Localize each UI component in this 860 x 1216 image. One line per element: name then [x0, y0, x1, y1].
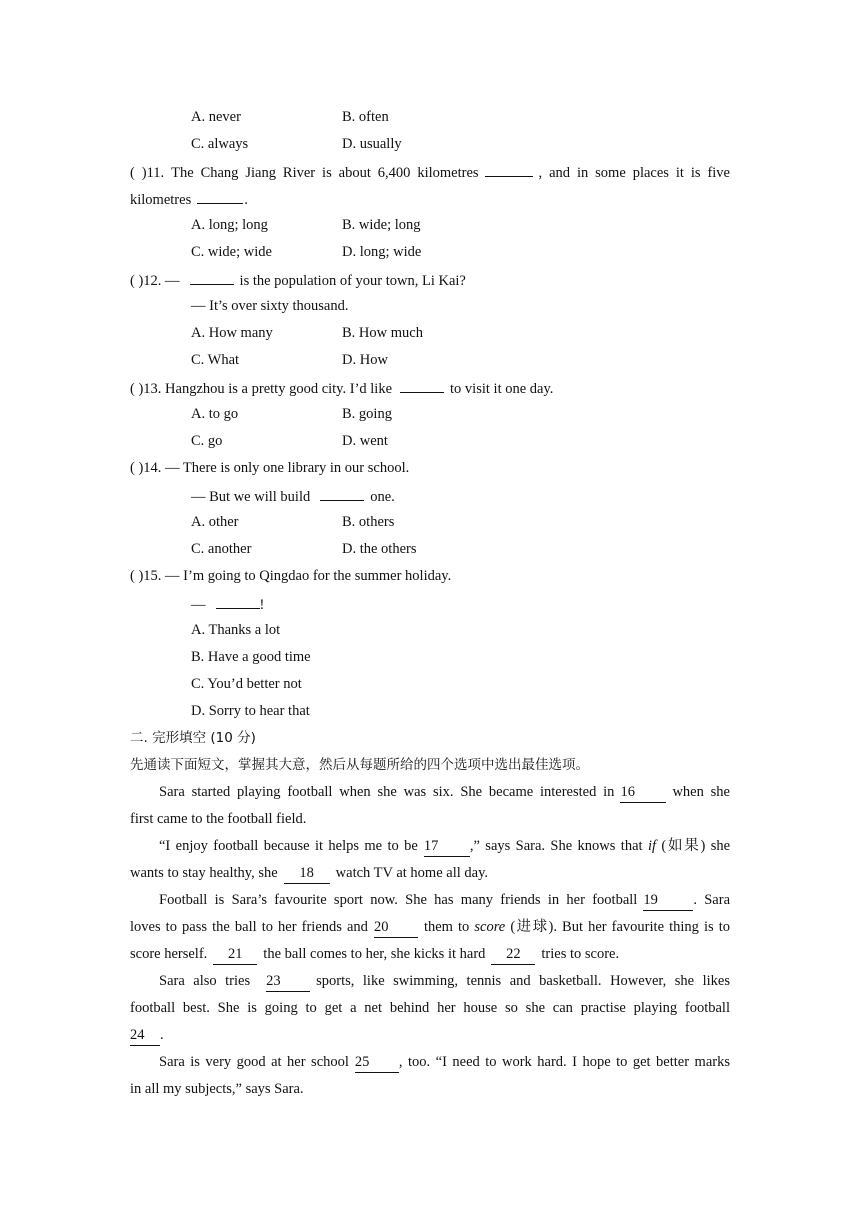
- p4-text: Sara also tries: [159, 973, 251, 989]
- q13-option-c: C. go: [191, 433, 223, 449]
- passage-p3-line-2: [130, 914, 730, 941]
- q15-reply: [130, 590, 730, 617]
- passage-p4-line-1: [130, 968, 730, 995]
- blank-18[interactable]: 18: [284, 864, 330, 884]
- q14-option-d: D. the others: [342, 541, 417, 557]
- blank-24[interactable]: 24: [130, 1026, 160, 1046]
- p3-text-5: score herself.: [130, 946, 208, 962]
- p2-text-3: watch TV at home all day.: [335, 865, 488, 881]
- blank-16[interactable]: 16: [620, 783, 666, 803]
- q12-option-a: A. How many: [191, 325, 273, 341]
- q13-option-a: A. to go: [191, 406, 239, 422]
- passage-p2-line-1: [130, 833, 730, 860]
- passage-p1-line-1: [130, 779, 730, 806]
- q13-stem: [130, 374, 730, 401]
- q14-reply: [130, 482, 730, 509]
- q14-reply-end: one.: [370, 489, 395, 505]
- q11-option-b: B. wide; long: [342, 217, 421, 233]
- q14-option-b: B. others: [342, 514, 395, 530]
- q15-exclaim: !: [259, 597, 265, 613]
- q11-text-cont: , and in some places it is five: [538, 165, 730, 181]
- blank-20[interactable]: 20: [374, 918, 418, 938]
- blank-25[interactable]: 25: [355, 1053, 399, 1073]
- q12-text: is the population of your town, Li Kai?: [239, 273, 466, 289]
- p2-text-gloss: (如果) she: [661, 838, 731, 854]
- p3-text: Football is Sara’s favourite sport now. She has many friends in her football: [159, 892, 638, 908]
- q13-options-row-1: [130, 401, 730, 428]
- q11-option-d: D. long; wide: [342, 244, 422, 260]
- passage-p5-line-1: [130, 1049, 730, 1076]
- p3-text-4: (进球). But her favourite thing is to: [510, 919, 730, 935]
- p5-text-cont: , too. “I need to work hard. I hope to get better marks: [398, 1054, 730, 1070]
- q11-blank-1[interactable]: [485, 158, 533, 177]
- p3-italic-score: score: [474, 919, 506, 935]
- p4-period: .: [160, 1027, 164, 1043]
- p3-text-3: them to: [423, 919, 470, 935]
- q15-option-b: B. Have a good time: [191, 649, 311, 665]
- section-2-instruction: 先通读下面短文，掌握其大意，然后从每题所给的四个选项中选出最佳选项。: [130, 757, 589, 773]
- q12-dash: —: [165, 273, 180, 289]
- q15-option-c: C. You’d better not: [191, 676, 302, 692]
- passage-p4-line-3: [130, 1022, 730, 1049]
- q14-option-c: C. another: [191, 541, 252, 557]
- q12-option-c: C. What: [191, 352, 240, 368]
- section-2-title: 二. 完形填空 (10 分): [130, 730, 256, 746]
- q10-options-row-2: [130, 131, 730, 158]
- blank-17[interactable]: 17: [424, 837, 470, 857]
- q15-option-a: A. Thanks a lot: [191, 622, 281, 638]
- passage-p1-line-2: first came to the football field.: [130, 811, 307, 827]
- q11-option-a: A. long; long: [191, 217, 268, 233]
- p3-text-cont: . Sara: [693, 892, 731, 908]
- q11-text: The Chang Jiang River is about 6,400 kilometres: [171, 165, 479, 181]
- q14-blank[interactable]: [320, 482, 364, 501]
- q12-options-row-2: [130, 347, 730, 374]
- p3-text-6: the ball comes to her, she kicks it hard: [263, 946, 486, 962]
- p2-text-cont: ,” says Sara. She knows that: [469, 838, 643, 854]
- q11-options-row-1: [130, 212, 730, 239]
- q12-stem: [130, 266, 730, 293]
- p5-text: Sara is very good at her school: [159, 1054, 349, 1070]
- q10-option-b: B. often: [342, 109, 389, 125]
- passage-p5-line-2: in all my subjects,” says Sara.: [130, 1081, 304, 1097]
- q14-option-a: A. other: [191, 514, 239, 530]
- p2-text: “I enjoy football because it helps me to be: [159, 838, 418, 854]
- q14-stem: [130, 455, 730, 482]
- p2-italic-if: if: [647, 838, 656, 854]
- q11-text-end: kilometres: [130, 192, 192, 208]
- q10-option-d: D. usually: [342, 136, 402, 152]
- q12-options-row-1: [130, 320, 730, 347]
- q15-dash: —: [191, 597, 206, 613]
- q15-blank[interactable]: [216, 590, 260, 609]
- q13-option-b: B. going: [342, 406, 392, 422]
- q14-reply-text: — But we will build: [191, 489, 311, 505]
- q13-answer-bracket: ( )13.: [130, 381, 162, 397]
- passage-p4-line-2: football best. She is going to get a net behind her house so she can practise playing football: [130, 1000, 730, 1016]
- p2-text-2: wants to stay healthy, she: [130, 865, 278, 881]
- blank-22[interactable]: 22: [491, 945, 535, 965]
- p4-text-cont: sports, like swimming, tennis and basketball. However, she likes: [316, 973, 730, 989]
- q12-option-d: D. How: [342, 352, 388, 368]
- q11-period: .: [244, 192, 248, 208]
- p3-text-2: loves to pass the ball to her friends and: [130, 919, 368, 935]
- q13-blank[interactable]: [400, 374, 444, 393]
- q11-option-c: C. wide; wide: [191, 244, 272, 260]
- q15-text: — I’m going to Qingdao for the summer holiday.: [165, 568, 452, 584]
- q12-option-b: B. How much: [342, 325, 423, 341]
- q14-options-row-1: [130, 509, 730, 536]
- blank-19[interactable]: 19: [643, 891, 693, 911]
- q10-options-row-1: [130, 104, 730, 131]
- passage-p3-line-3: [130, 941, 730, 968]
- q14-text: — There is only one library in our school.: [165, 460, 410, 476]
- q13-text: Hangzhou is a pretty good city. I’d like: [165, 381, 393, 397]
- q15-stem: [130, 563, 730, 590]
- blank-23[interactable]: 23: [266, 972, 310, 992]
- q13-option-d: D. went: [342, 433, 388, 449]
- blank-21[interactable]: 21: [213, 945, 257, 965]
- q11-blank-2[interactable]: [197, 185, 243, 204]
- q12-blank[interactable]: [190, 266, 234, 285]
- q10-option-c: C. always: [191, 136, 249, 152]
- q11-options-row-2: [130, 239, 730, 266]
- q10-option-a: A. never: [191, 109, 241, 125]
- q14-answer-bracket: ( )14.: [130, 460, 162, 476]
- passage-p2-line-2: [130, 860, 730, 887]
- q12-reply: — It’s over sixty thousand.: [191, 298, 349, 314]
- q14-options-row-2: [130, 536, 730, 563]
- q12-answer-bracket: ( )12.: [130, 273, 162, 289]
- q11-answer-bracket: ( )11.: [130, 165, 165, 181]
- p3-text-7: tries to score.: [541, 946, 620, 962]
- q15-answer-bracket: ( )15.: [130, 568, 162, 584]
- worksheet-page: [130, 104, 730, 1103]
- q13-text-cont: to visit it one day.: [450, 381, 554, 397]
- q11-stem-line-2: [130, 185, 730, 212]
- passage-p3-line-1: [130, 887, 730, 914]
- p1-text: Sara started playing football when she was six. She became interested in: [159, 784, 615, 800]
- q13-options-row-2: [130, 428, 730, 455]
- p1-text-cont: when she: [672, 784, 730, 800]
- q11-stem-line-1: [130, 158, 730, 185]
- q15-option-d: D. Sorry to hear that: [191, 703, 310, 719]
